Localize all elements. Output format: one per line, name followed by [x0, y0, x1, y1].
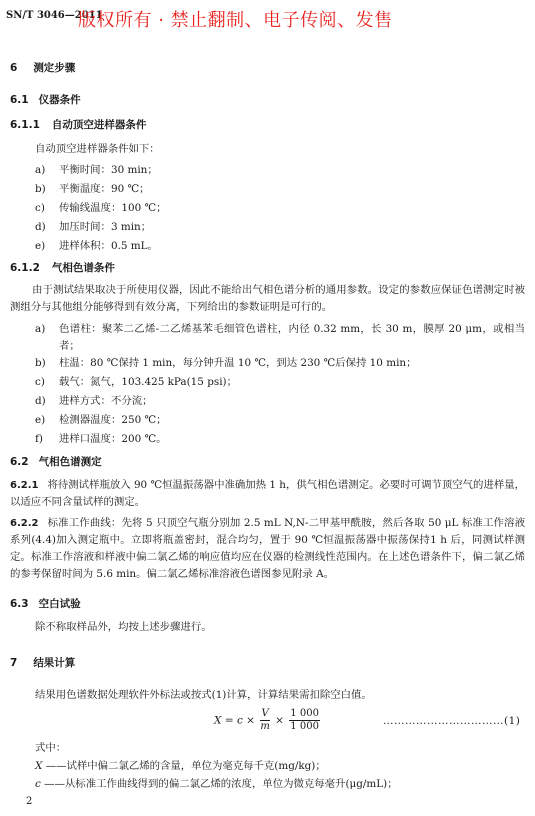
formula-lhs: X = c × — [214, 714, 255, 727]
section-number: 6.1.2 — [10, 262, 40, 274]
clause-number: 6.2.2 — [10, 518, 39, 529]
section-number: 6.1.1 — [10, 119, 40, 131]
clause-number: 6.2.1 — [10, 480, 39, 491]
formula — [214, 708, 322, 733]
equation-number: ……………………………(1) — [383, 715, 521, 727]
section-number: 6 — [10, 62, 18, 74]
list-item: b) 平衡温度：90 ℃； — [35, 183, 150, 195]
paragraph: 由于测试结果取决于所使用仪器，因此不能给出气相色谱分析的通用参数。设定的参数应保证色谱测定时被测组分与其他组分能够得到有效分离，下列给出的参数证明是可行的。 — [10, 284, 525, 313]
list-item: b) 柱温：80 ℃保持 1 min，每分钟升温 10 ℃，到达 230 ℃后保持 10 min； — [35, 357, 417, 369]
list-item: c) 传输线温度：100 ℃； — [35, 202, 167, 214]
paragraph-6-2-2: 6.2.2 标准工作曲线：先将 5 只顶空气瓶分别加 2.5 mL N,N-二甲基甲酰胺，然后各取 50 μL 标准工作溶液系列(4.4)加入测定瓶中。立即将瓶盖密封，混合均匀，置于 90 ℃恒温振荡器中振荡保持1 h 后，同测试样测定。标准工作溶液和样液中偏二氯乙烯的响应值均应在仪器的检测线性范围内。在上述色谱条件下，偏二氯乙烯的参考保留时间为 5.6 min。偏二氯乙烯标准溶液色谱图参见附录 A。 — [10, 517, 525, 580]
section-6-heading — [10, 60, 75, 75]
section-title: 空白试验 — [38, 598, 81, 610]
section-intro: 结果用色谱数据处理软件外标法或按式(1)计算，计算结果需扣除空白值。 — [35, 689, 372, 701]
list-item: d) 加压时间：3 min； — [35, 221, 152, 233]
symbol-definition: X ——试样中偏二氯乙烯的含量，单位为毫克每千克(mg/kg)； — [35, 760, 326, 772]
list-item: e) 进样体积：0.5 mL。 — [35, 240, 158, 252]
list-item: e) 检测器温度：250 ℃； — [35, 414, 167, 426]
section-title: 结果计算 — [33, 657, 76, 669]
standard-code: SN/T 3046—2011 — [6, 10, 103, 21]
list-item: d) 进样方式：不分流； — [35, 395, 153, 407]
section-number: 6.1 — [10, 94, 29, 106]
list-item: c) 载气：氮气，103.425 kPa(15 psi)； — [35, 376, 237, 388]
section-title: 气相色谱条件 — [51, 262, 115, 274]
section-7-heading — [10, 655, 75, 670]
paragraph-6-2-1: 6.2.1 将待测试样瓶放入 90 ℃恒温振荡器中准确加热 1 h，供气相色谱测定。必要时可调节顶空气的进样量，以适应不同含量试样的测定。 — [10, 479, 525, 508]
list-item: a) 色谱柱：聚苯二乙烯-二乙烯基苯毛细管色谱柱，内径 0.32 mm，长 30 m，膜厚 20 μm，或相当者； — [35, 323, 525, 352]
section-title: 仪器条件 — [38, 94, 81, 106]
section-title: 气相色谱测定 — [38, 456, 102, 468]
section-title: 自动顶空进样器条件 — [51, 119, 147, 131]
paragraph: 除不称取样品外，均按上述步骤进行。 — [35, 621, 212, 633]
section-number: 6.2 — [10, 456, 29, 468]
section-title: 测定步骤 — [33, 62, 76, 74]
list-item: a) 平衡时间：30 min； — [35, 164, 158, 176]
copyright-watermark: 版权所有 · 禁止翻制、电子传阅、发售 — [78, 10, 393, 31]
section-6-2-heading — [10, 454, 102, 469]
section-number: 7 — [10, 657, 18, 669]
times-sign: × — [275, 714, 284, 727]
page-number: 2 — [26, 796, 33, 807]
section-intro: 自动顶空进样器条件如下： — [35, 143, 160, 155]
section-6-1-2-heading — [10, 260, 115, 275]
fraction-unit-conversion: $\frac{1 000}{1 000}$ — [290, 708, 319, 732]
section-number: 6.3 — [10, 598, 29, 610]
where-label: 式中： — [35, 742, 67, 754]
list-item: f) 进样口温度：200 ℃。 — [35, 433, 167, 445]
fraction-v-over-m: $\frac{V}{m}$ — [260, 708, 270, 732]
section-6-3-heading — [10, 596, 81, 611]
symbol-definition: c ——从标准工作曲线得到的偏二氯乙烯的浓度，单位为微克每毫升(μg/mL)； — [35, 778, 398, 790]
section-6-1-heading — [10, 92, 81, 107]
section-6-1-1-heading — [10, 117, 146, 132]
